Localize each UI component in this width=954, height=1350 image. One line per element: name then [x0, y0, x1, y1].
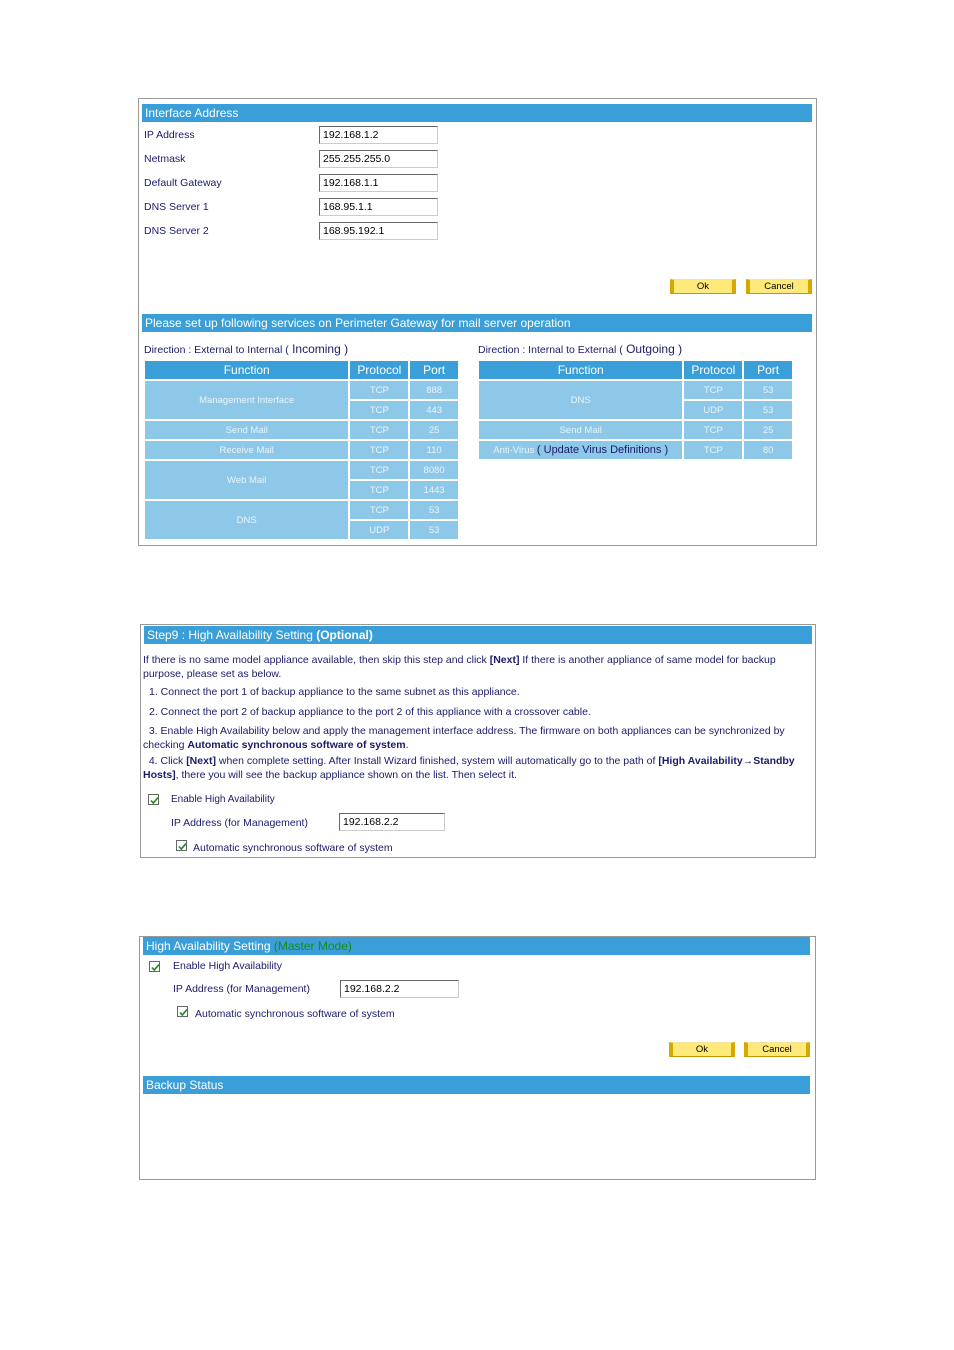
services-title: Please set up following services on Perimeter Gateway for mail server operation	[145, 316, 571, 330]
ha-header	[143, 937, 810, 955]
ip-address-input[interactable]	[319, 126, 438, 144]
step9-item-4a: 4. Click	[148, 755, 187, 767]
incoming-port-cell: 110	[410, 441, 458, 459]
ha-title: High Availability Setting	[146, 939, 274, 953]
step9-header	[144, 626, 812, 644]
incoming-protocol-cell: UDP	[350, 521, 408, 539]
step9-intro-1: If there is no same model appliance available, then skip this step and click	[143, 654, 490, 666]
incoming-dir-suffix: )	[344, 342, 349, 356]
outgoing-header-port: Port	[744, 361, 792, 379]
ha-sync-checkbox[interactable]	[177, 1006, 188, 1017]
step9-item-2: 2. Connect the port 2 of backup appliance to the port 2 of this appliance with a crossover cable.	[149, 706, 591, 718]
outgoing-protocol-cell: TCP	[684, 421, 742, 439]
incoming-dir-prefix: Direction : External to Internal (	[144, 344, 289, 356]
step9-item-3b-end: .	[405, 739, 409, 751]
dns-server-1-input[interactable]	[319, 198, 438, 216]
checkmark-icon	[149, 795, 160, 806]
step9-sync-label: Automatic synchronous software of system	[193, 842, 393, 854]
outgoing-port-cell: 53	[744, 401, 792, 419]
incoming-function-cell: DNS	[145, 501, 348, 539]
checkmark-icon	[150, 962, 161, 973]
antivirus-label: Anti-Virus	[493, 445, 535, 456]
incoming-protocol-cell: TCP	[350, 401, 408, 419]
outgoing-port-cell: 53	[744, 381, 792, 399]
step9-item-4b-end: , there you will see the backup appliance shown on the list. Then select it.	[175, 769, 517, 781]
backup-status-header	[143, 1076, 810, 1094]
step9-item-3a: 3. Enable High Availability below and apply the management interface address. The firmware on both appliances can be synchronized by	[148, 725, 785, 737]
outgoing-function-cell: DNS	[479, 381, 682, 419]
step9-item-3b: checking	[143, 739, 188, 751]
outgoing-dir-prefix: Direction : Internal to External (	[478, 344, 623, 356]
step9-item-4b-path: Hosts]	[143, 769, 176, 781]
incoming-port-cell: 8080	[410, 461, 458, 479]
incoming-header-function: Function	[145, 361, 348, 379]
incoming-protocol-cell: TCP	[350, 481, 408, 499]
interface-header	[142, 104, 812, 122]
step9-ip-label: IP Address (for Management)	[171, 817, 308, 829]
outgoing-port-cell: 25	[744, 421, 792, 439]
step9-enable-label: Enable High Availability	[171, 794, 275, 805]
incoming-protocol-cell: TCP	[350, 501, 408, 519]
step9-item-3b-bold: Automatic synchronous software of system	[187, 739, 406, 751]
antivirus-extra: ( Update Virus Definitions )	[536, 444, 669, 456]
outgoing-direction	[478, 342, 682, 356]
incoming-function-cell: Send Mail	[145, 421, 348, 439]
outgoing-protocol-cell: TCP	[684, 381, 742, 399]
ha-mode: (Master Mode)	[273, 939, 352, 953]
outgoing-header-protocol: Protocol	[684, 361, 742, 379]
ha-ip-input[interactable]	[340, 980, 459, 998]
incoming-protocol-cell: TCP	[350, 461, 408, 479]
ha-panel	[139, 936, 816, 1180]
incoming-port-cell: 25	[410, 421, 458, 439]
incoming-port-cell: 443	[410, 401, 458, 419]
ha-ok-button[interactable]: Ok	[669, 1042, 735, 1057]
incoming-header-protocol: Protocol	[350, 361, 408, 379]
incoming-port-cell: 53	[410, 521, 458, 539]
ha-enable-label: Enable High Availability	[173, 960, 282, 972]
incoming-protocol-cell: TCP	[350, 421, 408, 439]
outgoing-header-function: Function	[479, 361, 682, 379]
incoming-function-cell: Receive Mail	[145, 441, 348, 459]
incoming-function-cell: Management Interface	[145, 381, 348, 419]
ip-address-label: IP Address	[144, 129, 195, 141]
step9-intro-3: purpose, please set as below.	[143, 668, 282, 680]
outgoing-dir-suffix: )	[678, 342, 683, 356]
incoming-function-cell: Web Mail	[145, 461, 348, 499]
ha-cancel-button[interactable]: Cancel	[744, 1042, 810, 1057]
incoming-header-port: Port	[410, 361, 458, 379]
outgoing-port-cell: 80	[744, 441, 792, 459]
step9-item-1: 1. Connect the port 1 of backup appliance to the same subnet as this appliance.	[149, 686, 520, 698]
outgoing-dir-word: Outgoing	[622, 342, 679, 356]
step9-item-4a-mid: when complete setting. After Install Wizard finished, system will automatically go to the path of	[215, 755, 659, 767]
default-gateway-label: Default Gateway	[144, 177, 222, 189]
netmask-input[interactable]	[319, 150, 438, 168]
dns-server-2-input[interactable]	[319, 222, 438, 240]
cancel-button[interactable]: Cancel	[746, 279, 812, 294]
services-header	[142, 314, 812, 332]
default-gateway-input[interactable]	[319, 174, 438, 192]
step9-intro-2: If there is another appliance of same model for backup	[519, 654, 776, 666]
step9-item-4	[143, 754, 811, 782]
incoming-port-cell: 888	[410, 381, 458, 399]
ha-sync-label: Automatic synchronous software of system	[195, 1008, 395, 1020]
netmask-label: Netmask	[144, 153, 186, 165]
dns-server-1-label: DNS Server 1	[144, 201, 209, 213]
incoming-services-table	[143, 359, 460, 541]
dns-server-2-label: DNS Server 2	[144, 225, 209, 237]
outgoing-function-cell: Send Mail	[479, 421, 682, 439]
outgoing-function-cell	[479, 441, 682, 459]
ha-ip-label: IP Address (for Management)	[173, 983, 310, 995]
incoming-direction	[144, 342, 348, 356]
step9-title: Step9 : High Availability Setting	[147, 628, 317, 642]
interface-title: Interface Address	[145, 106, 239, 120]
incoming-port-cell: 1443	[410, 481, 458, 499]
step9-intro	[143, 653, 811, 681]
outgoing-protocol-cell: TCP	[684, 441, 742, 459]
step9-item-3	[143, 724, 811, 752]
outgoing-services-table	[477, 359, 794, 461]
outgoing-protocol-cell: UDP	[684, 401, 742, 419]
step9-title-optional: (Optional)	[316, 628, 373, 642]
step9-item-4a-next: [Next]	[186, 755, 216, 767]
incoming-port-cell: 53	[410, 501, 458, 519]
ok-button[interactable]: Ok	[670, 279, 736, 294]
checkmark-icon	[178, 1007, 189, 1018]
step9-intro-next: [Next]	[489, 654, 520, 666]
checkmark-icon	[177, 841, 188, 852]
backup-status-title: Backup Status	[146, 1078, 224, 1092]
incoming-protocol-cell: TCP	[350, 381, 408, 399]
step9-sync-checkbox[interactable]	[176, 840, 187, 851]
ha-enable-checkbox[interactable]	[149, 961, 160, 972]
step9-item-4a-path: [High Availability→Standby	[658, 755, 795, 767]
incoming-dir-word: Incoming	[288, 342, 345, 356]
incoming-protocol-cell: TCP	[350, 441, 408, 459]
step9-ip-input[interactable]	[339, 813, 445, 831]
step9-enable-checkbox[interactable]	[148, 794, 159, 805]
